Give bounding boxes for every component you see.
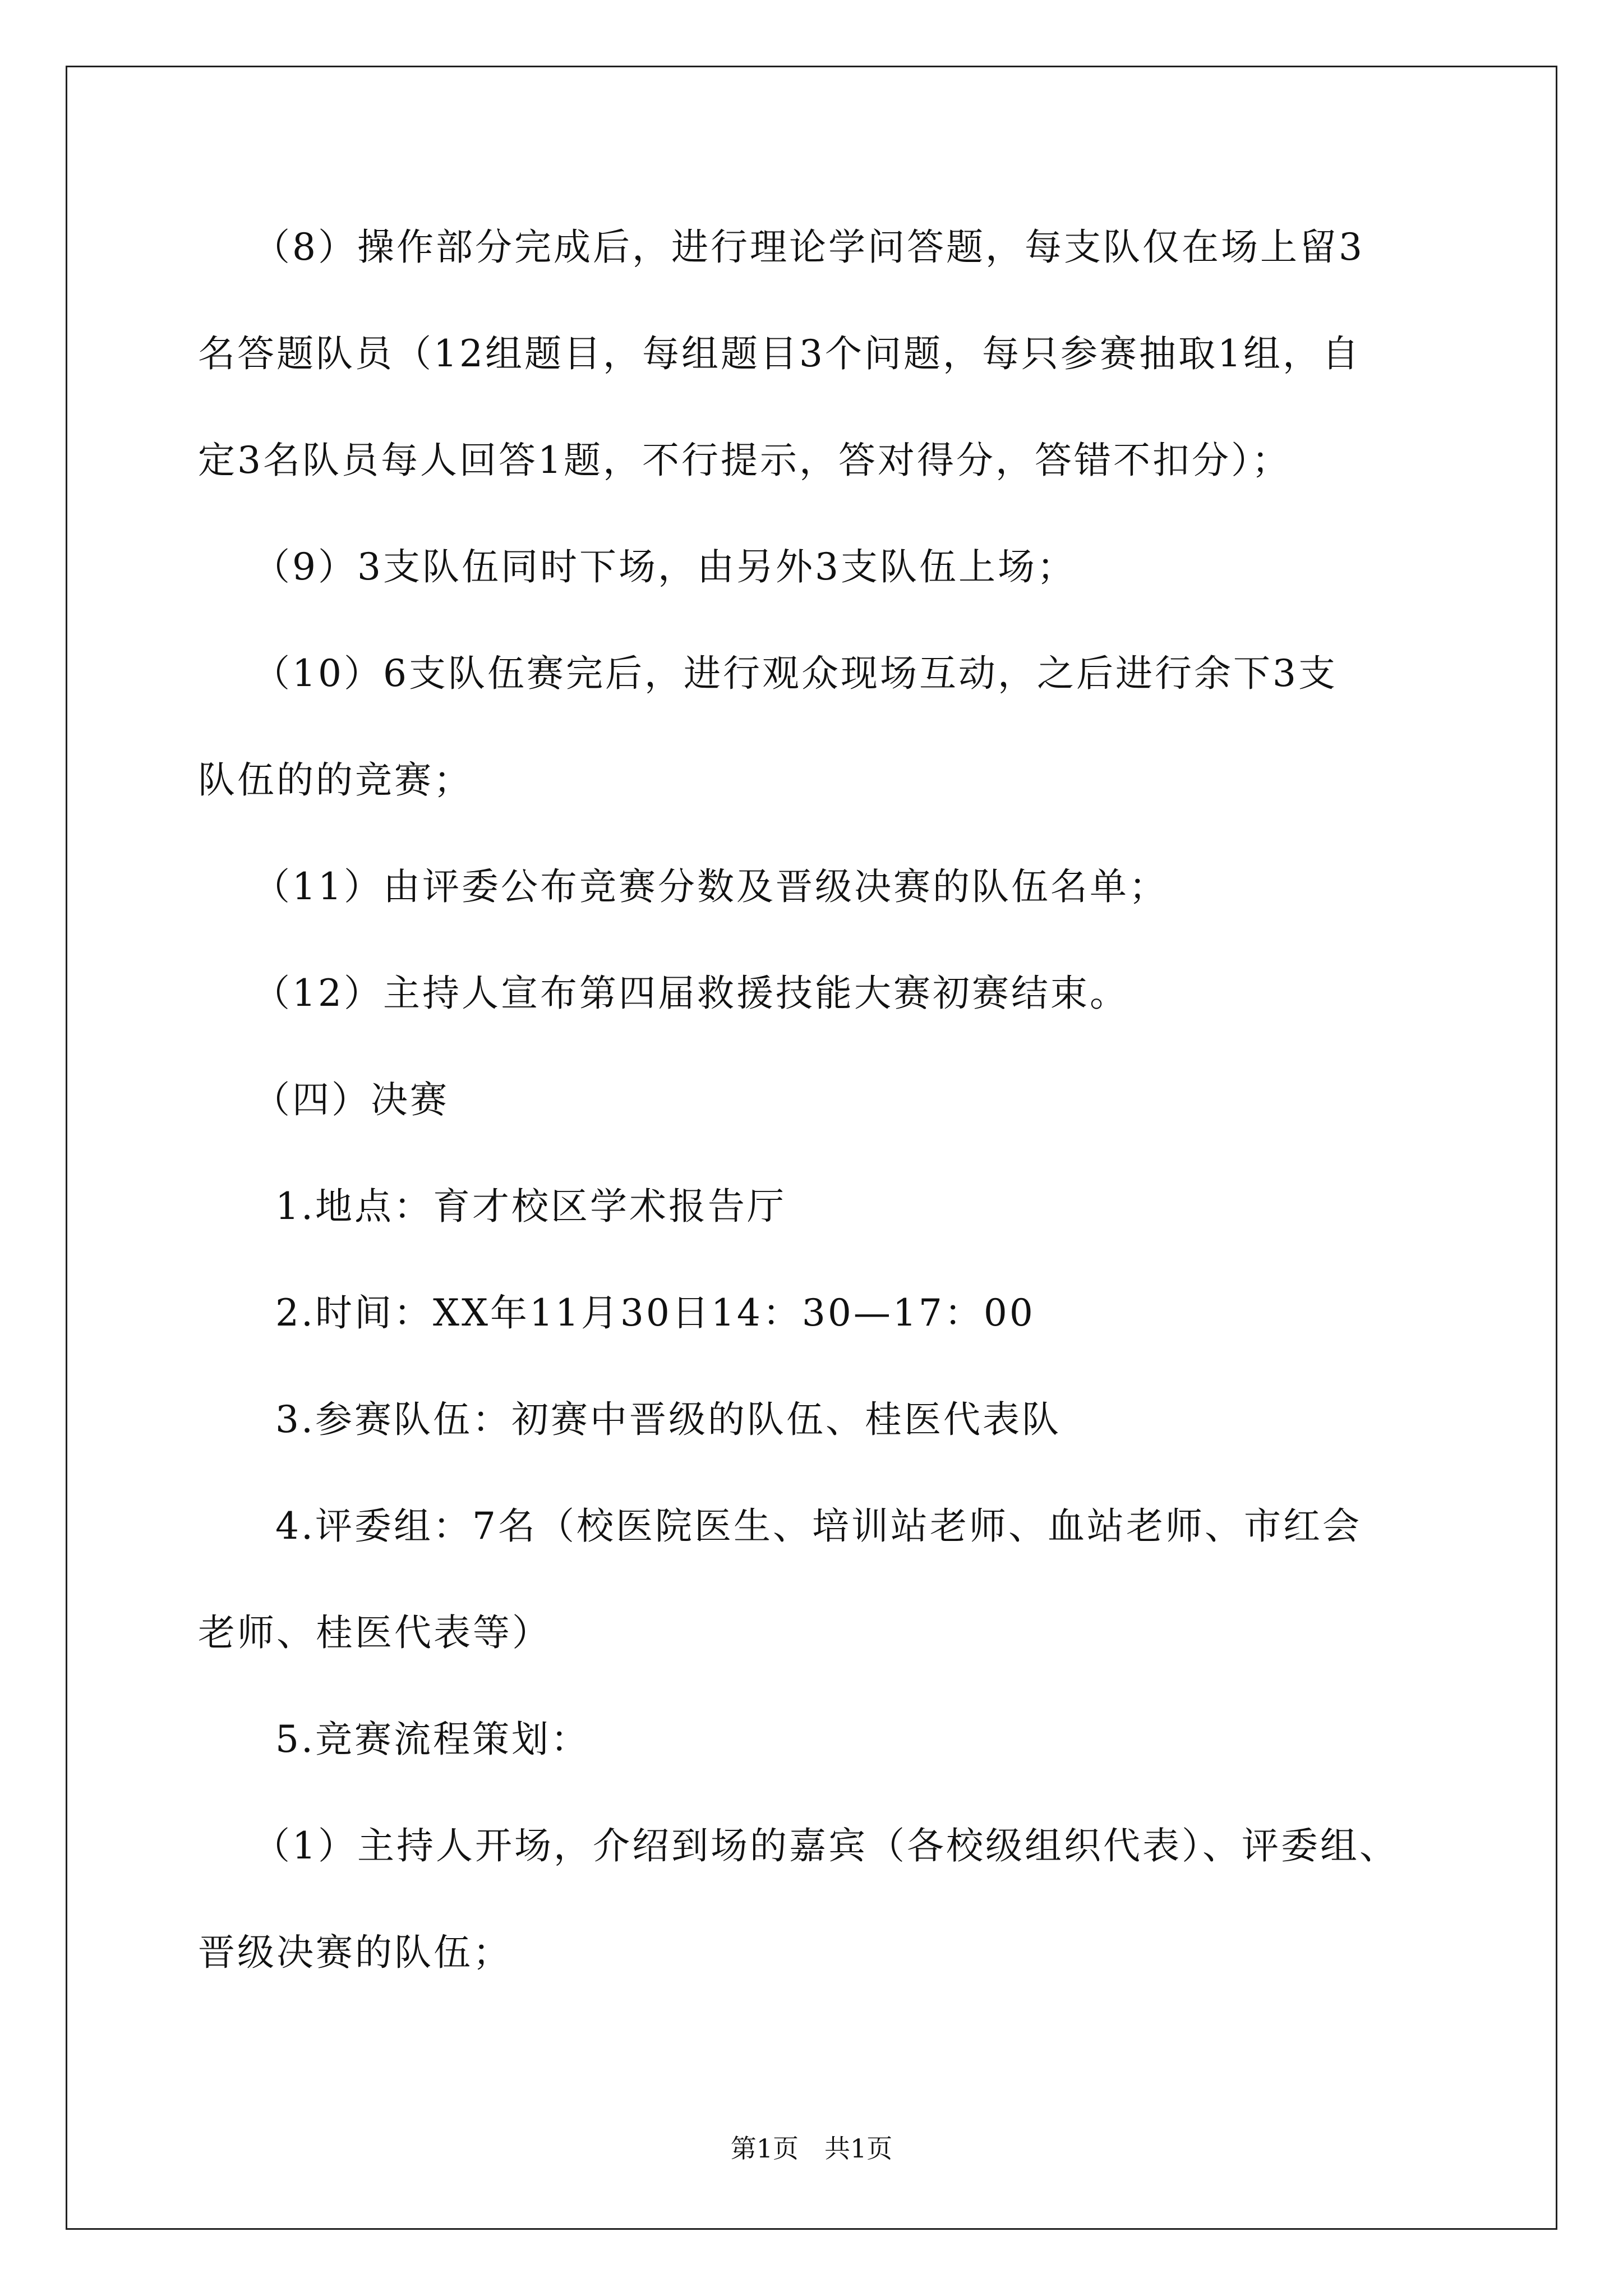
- paragraph-line: 名答题队员（12组题目，每组题目3个问题，每只参赛抽取1组，自: [198, 332, 1361, 375]
- page-footer: [0, 2133, 1623, 2164]
- page-total: 共1页: [824, 2133, 893, 2164]
- paragraph-line: （11）由评委公布竞赛分数及晋级决赛的队伍名单；: [253, 865, 1168, 908]
- paragraph-line: 队伍的的竞赛；: [198, 758, 473, 802]
- paragraph-line: 2.时间：XX年11月30日14：30—17：00: [275, 1291, 1035, 1335]
- paragraph-line: 4.评委组：7名（校医院医生、培训站老师、血站老师、市红会: [275, 1504, 1362, 1548]
- section-heading: （四）决赛: [253, 1078, 449, 1121]
- paragraph-line: （8）操作部分完成后，进行理论学问答题，每支队仅在场上留3: [253, 226, 1364, 269]
- page-number: 第1页: [730, 2133, 799, 2164]
- paragraph-line: 老师、桂医代表等）: [198, 1611, 551, 1654]
- paragraph-line: 定3名队员每人回答1题，不行提示，答对得分，答错不扣分）；: [198, 439, 1291, 482]
- paragraph-line: （10）6支队伍赛完后，进行观众现场互动，之后进行余下3支: [253, 652, 1338, 695]
- page-border: [66, 66, 1557, 2230]
- paragraph-line: 3.参赛队伍：初赛中晋级的队伍、桂医代表队: [275, 1398, 1061, 1441]
- paragraph-line: （12）主持人宣布第四届救援技能大赛初赛结束。: [253, 972, 1129, 1015]
- paragraph-line: 1.地点：育才校区学术报告厅: [275, 1185, 786, 1228]
- paragraph-line: （9）3支队伍同时下场，由另外3支队伍上场；: [253, 545, 1076, 588]
- paragraph-line: 5.竞赛流程策划：: [275, 1718, 590, 1761]
- paragraph-line: （1）主持人开场，介绍到场的嘉宾（各校级组织代表）、评委组、: [253, 1824, 1399, 1867]
- paragraph-line: 晋级决赛的队伍；: [198, 1931, 512, 1974]
